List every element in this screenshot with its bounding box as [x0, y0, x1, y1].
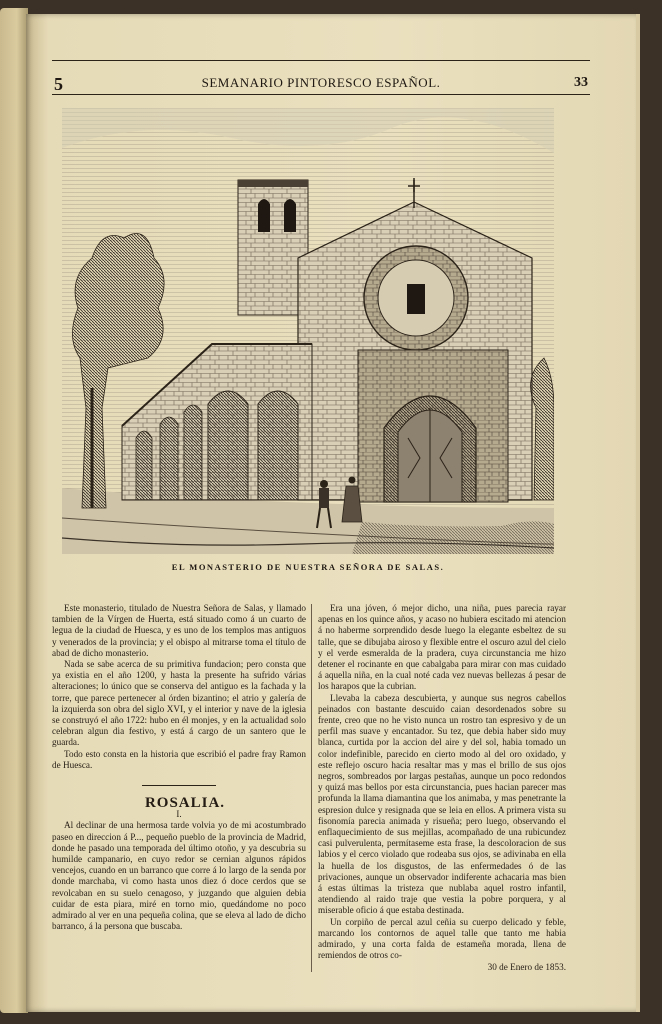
- column-divider: [311, 604, 312, 972]
- page-number-left: 5: [54, 74, 63, 94]
- story-paragraph: Un corpiño de percal azul ceñia su cuerpo delicado y feble, marcando los contornos de aquel talle que tanto me habia admirado, y una corta falda de estameña morada, llena de remiendos de otros co-: [318, 916, 566, 961]
- right-column: [318, 603, 566, 973]
- intro-paragraph: Todo esto consta en la historia que escribió el padre fray Ramon de Huesca.: [52, 748, 306, 770]
- monastery-engraving: [62, 108, 554, 554]
- intro-paragraph: Este monasterio, titulado de Nuestra Señora de Salas, y llamado tambien de la Vírgen de Huerta, está situado como á un cuarto de legua de la ciudad de Huesca, y es uno de los templos mas antiguos y venerados de la provincia; y el obispo al mitrarse toma el título de abad de dicho monasterio.: [52, 603, 306, 658]
- header-bottom-rule: [52, 94, 590, 95]
- page-number-right: 33: [574, 75, 588, 90]
- story-paragraph: Al declinar de una hermosa tarde volvia yo de mi acostumbrado paseo en direccion á P..., pequeño pueblo de la provincia de Madrid, donde he pasado una temporada del último otoño, y ya descubria su humilde campanario, en cuyo redor se cernian algunos rápidos vencejos, cuando en un barranco que corre á lo largo de la senda por donde marchaba, vi como hasta unos diez ó doce cerdos que se revolcaban en su suelo cenagoso, y juzgando que alguien debia cuidar de esta piara, miré en torno mio, quedándome no poco admirado al ver en una pequeña colina, que se eleva al lado de dicho barranco, á la persona que buscaba.: [52, 820, 306, 932]
- illustration-caption: EL MONASTERIO DE NUESTRA SEÑORA DE SALAS.: [171, 562, 445, 572]
- page-fore-edge: [636, 14, 640, 1012]
- story-paragraph: Llevaba la cabeza descubierta, y aunque sus negros cabellos peinados con bastante descuido caian desordenados sobre su frente, creo que no he visto nunca un rostro tan espresivo y de un perfil mas suave y encantador. Su tez, que debia haber sido muy blanca, curtida por la accion del aire y del sol, habia tomado un color indefinible, parecido en cierto modo al del oro oxidado, y este reflejo oscuro hacia resaltar mas y mas el brillo de sus ojos negros, sombreados por largas pestañas, aunque un poco redondos y quizá mas bellos por esta circunstancia, pues hacian parecer mas profunda la llama diamantina que los animaba, y mas penetrante la espresion dulce y resignada que se leia en ellos. A primera vista su fisonomía parecia animada y risueña; pero luego, observando el enflaquecimiento de sus mejillas, acompañado de una rubicundez casi pulverulenta, permítaseme esta frase, la descoloracion de sus labios y el cerco violado que rodeaba sus ojos, se adivinaba en ella la huella de los disgustos, de las enfermedades ó de las privaciones, aunque un observador indiferente achacaria mas bien á estas últimas la tristeza que nublaba aquel rostro infantil, atendiendo al raido traje que vestia la pobre porquera, y al miserable oficio á que estaba destinada.: [318, 692, 566, 916]
- story-title: ROSALIA.: [144, 795, 226, 812]
- header-top-rule: [52, 60, 590, 61]
- story-paragraph: Era una jóven, ó mejor dicho, una niña, pues parecia rayar apenas en los quince años, y acaso no hubiera escitado mi atencion á no haberme sorprendido desde luego la elegante esbeltez de su talle, que se dibujaba airoso y flexible entre el oscuro azul del cielo y el verde esmeralda de la pradera, cuya circunstancia me hizo detener el rocinante en que cabalgaba para mirar con mas cuidado á aquella niña, en la cual noté cada vez nuevas bellezas á pesar de los harapos que la cubrian.: [318, 603, 566, 692]
- chapter-number: I.: [176, 809, 182, 820]
- section-divider: [142, 785, 216, 786]
- intro-paragraph: Nada se sabe acerca de su primitiva fundacion; pero consta que ya existia en el año 1200, y hasta la presente ha sufrido várias alteraciones; lo único que se conserva del antiguo es la fachada y la torre, que parece pertenecer al órden bizantino; el atrio y galería de la izquierda son obra del siglo XVI, y el interior y nave de la iglesia se construyó el año 1722: hubo en él monjes, y en la actualidad solo celebran algun dia festivo, y está á cargo de un santero que le guarda.: [52, 659, 306, 748]
- page-header: [52, 60, 590, 94]
- left-column: [52, 603, 306, 932]
- issue-date: 30 de Enero de 1853.: [487, 961, 566, 972]
- publication-title: SEMANARIO PINTORESCO ESPAÑOL.: [201, 75, 441, 90]
- facing-page-edge: [0, 8, 28, 1013]
